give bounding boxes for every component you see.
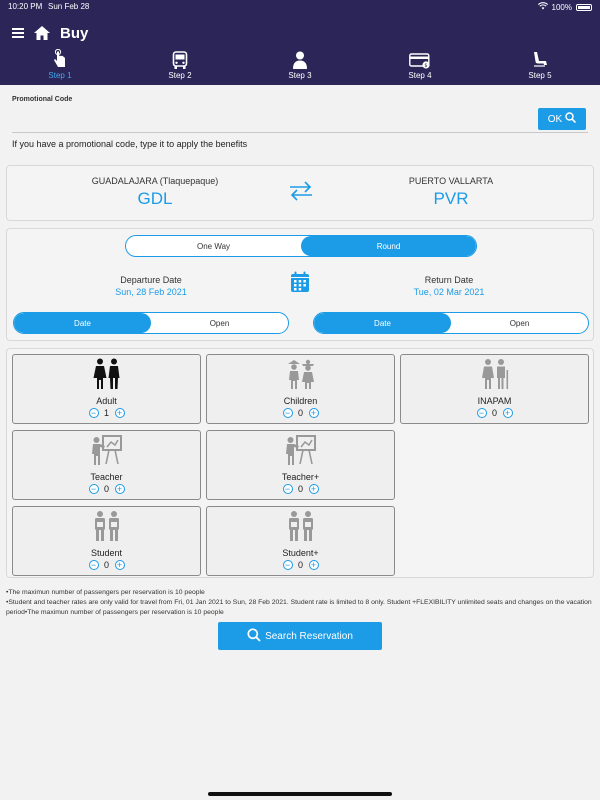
return-date-value: Tue, 02 Mar 2021 — [413, 287, 485, 297]
step-3-label: Step 3 — [288, 71, 312, 80]
step-1[interactable] — [20, 49, 100, 80]
search-icon — [247, 628, 261, 645]
origin[interactable] — [55, 176, 255, 209]
status-bar — [8, 2, 592, 14]
one-way-option[interactable]: One Way — [196, 241, 231, 251]
decrement-button[interactable]: − — [89, 408, 99, 418]
status-indicators — [538, 2, 592, 12]
return-open-option[interactable]: Open — [509, 318, 530, 328]
credit-card-icon — [409, 53, 431, 71]
promo-underline — [12, 132, 588, 133]
step-2[interactable] — [140, 49, 220, 80]
departure-date-label: Departure Date — [120, 275, 182, 285]
return-date-option[interactable]: Date — [314, 313, 451, 333]
battery-percent: 100% — [551, 2, 572, 12]
origin-code: GDL — [137, 189, 173, 208]
return-date[interactable] — [369, 275, 529, 297]
origin-name: GUADALAJARA (Tlaquepaque) — [91, 176, 219, 186]
decrement-button[interactable]: − — [89, 484, 99, 494]
passenger-label: INAPAM — [477, 396, 512, 406]
departure-open-option[interactable]: Open — [209, 318, 230, 328]
search-reservation-button[interactable] — [218, 622, 382, 650]
destination-code: PVR — [433, 189, 469, 208]
quantity-stepper — [13, 484, 200, 494]
passenger-card-student — [12, 506, 201, 576]
note-student-teacher-rates: •Student and teacher rates are only valid for travel from Fri, 01 Jan 2021 to Sun, 28 Feb 2021. Student rate is limited to 8 only. Student +FLEXIBILITY unlimited seats and changes on the vacation period•The maximun number of passengers per reservation is 10 people — [6, 599, 592, 616]
passenger-card-student-plus — [206, 506, 395, 576]
wifi-icon — [538, 2, 548, 12]
status-date: Sun Feb 28 — [48, 2, 90, 11]
step-4[interactable] — [380, 49, 460, 80]
passenger-label: Student+ — [282, 548, 319, 558]
battery-icon — [576, 4, 592, 11]
home-icon[interactable] — [34, 26, 50, 40]
decrement-button[interactable]: − — [89, 560, 99, 570]
step-1-label: Step 1 — [48, 71, 72, 80]
svg-text:$: $ — [424, 63, 428, 69]
step-2-label: Step 2 — [168, 71, 192, 80]
departure-date-type-toggle — [13, 312, 289, 334]
passenger-card-inapam — [400, 354, 589, 424]
home-indicator[interactable] — [208, 792, 392, 796]
adult-couple-icon — [93, 358, 121, 395]
decrement-button[interactable]: − — [283, 408, 293, 418]
trip-panel — [6, 228, 594, 341]
quantity-stepper — [207, 484, 394, 494]
teacher-icon — [285, 434, 317, 471]
promo-section — [6, 92, 594, 157]
decrement-button[interactable]: − — [477, 408, 487, 418]
ok-label: OK — [547, 113, 563, 125]
calendar-icon[interactable] — [290, 271, 310, 298]
notes — [6, 588, 596, 618]
step-5-label: Step 5 — [528, 71, 552, 80]
departure-date-option[interactable]: Date — [14, 313, 151, 333]
increment-button[interactable]: + — [115, 408, 125, 418]
passenger-label: Teacher+ — [281, 472, 320, 482]
status-time: 10:20 PM — [8, 2, 43, 11]
increment-button[interactable]: + — [115, 560, 125, 570]
promo-label: Promotional Code — [12, 96, 73, 103]
promo-help-text: If you have a promotional code, type it to apply the benefits — [12, 139, 248, 149]
passenger-count: 1 — [103, 408, 109, 418]
swap-icon[interactable] — [288, 180, 314, 207]
step-indicator — [0, 49, 600, 83]
passenger-label: Adult — [96, 396, 117, 406]
passenger-card-teacher — [12, 430, 201, 500]
hand-pointer-icon — [53, 49, 67, 71]
ok-button[interactable] — [538, 108, 586, 130]
increment-button[interactable]: + — [309, 408, 319, 418]
note-max-passengers: •The maximun number of passengers per reservation is 10 people — [6, 589, 205, 596]
app-header — [0, 0, 600, 85]
promo-code-input[interactable] — [12, 104, 530, 124]
children-icon — [286, 358, 316, 395]
seat-icon — [531, 51, 549, 71]
route-panel — [6, 165, 594, 221]
passenger-card-teacher-plus — [206, 430, 395, 500]
quantity-stepper — [207, 408, 394, 418]
step-4-label: Step 4 — [408, 71, 432, 80]
decrement-button[interactable]: − — [283, 560, 293, 570]
quantity-stepper — [401, 408, 588, 418]
step-3[interactable] — [260, 49, 340, 80]
search-reservation-label: Search Reservation — [265, 630, 353, 642]
teacher-icon — [91, 434, 123, 471]
title-bar — [12, 22, 88, 44]
trip-type-toggle — [125, 235, 477, 257]
departure-date[interactable] — [71, 275, 231, 297]
passenger-card-children — [206, 354, 395, 424]
passenger-card-adult — [12, 354, 201, 424]
quantity-stepper — [13, 408, 200, 418]
bus-icon — [172, 51, 188, 71]
passenger-label: Children — [283, 396, 318, 406]
search-icon — [565, 112, 576, 126]
destination[interactable] — [351, 176, 551, 209]
student-icon — [286, 510, 316, 547]
decrement-button[interactable]: − — [283, 484, 293, 494]
destination-name: PUERTO VALLARTA — [408, 176, 494, 186]
increment-button[interactable]: + — [503, 408, 513, 418]
passengers-panel — [6, 348, 594, 578]
page-title: Buy — [60, 24, 89, 42]
quantity-stepper — [207, 560, 394, 570]
round-option[interactable]: Round — [301, 236, 476, 256]
increment-button[interactable]: + — [115, 484, 125, 494]
user-icon — [293, 51, 307, 71]
step-5[interactable] — [500, 49, 580, 80]
increment-button[interactable]: + — [309, 560, 319, 570]
passenger-count: 0 — [297, 484, 303, 494]
passenger-count: 0 — [297, 560, 303, 570]
quantity-stepper — [13, 560, 200, 570]
passenger-count: 0 — [103, 560, 109, 570]
departure-date-value: Sun, 28 Feb 2021 — [115, 287, 187, 297]
passenger-count: 0 — [491, 408, 497, 418]
passenger-label: Teacher — [90, 472, 123, 482]
passenger-label: Student — [90, 548, 123, 558]
increment-button[interactable]: + — [309, 484, 319, 494]
menu-icon[interactable] — [12, 28, 24, 38]
student-icon — [92, 510, 122, 547]
passenger-count: 0 — [297, 408, 303, 418]
senior-couple-icon — [480, 358, 510, 395]
return-date-type-toggle — [313, 312, 589, 334]
passenger-count: 0 — [103, 484, 109, 494]
return-date-label: Return Date — [424, 275, 474, 285]
